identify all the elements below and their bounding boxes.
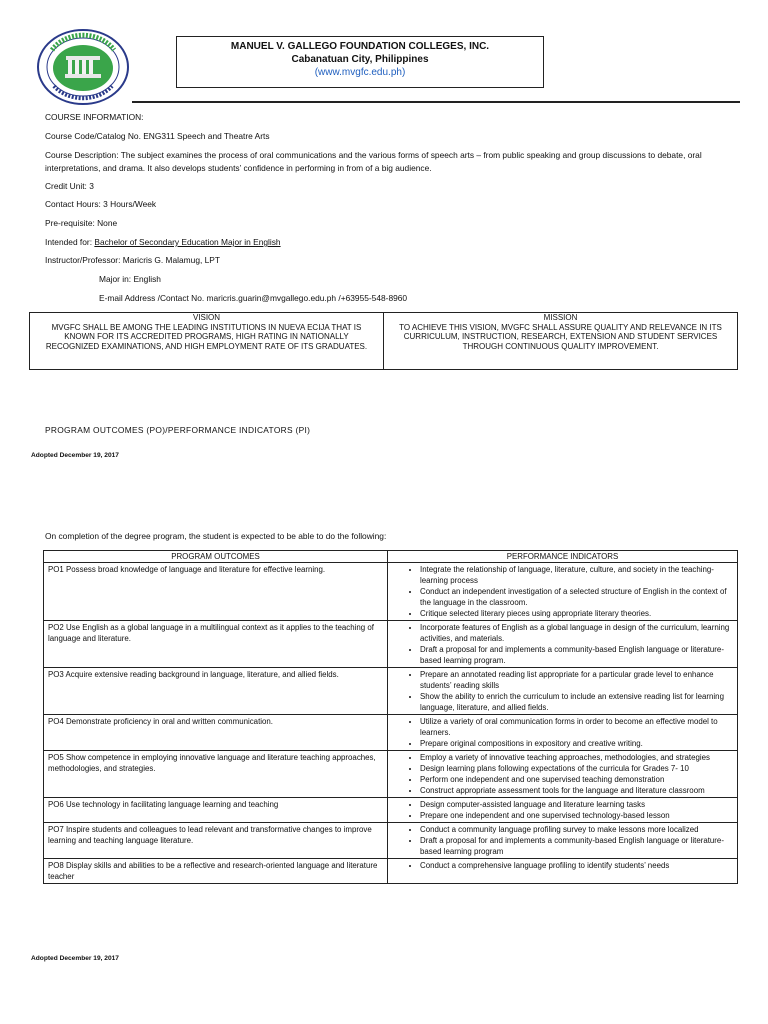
course-description: Course Description: The subject examines the process of oral communications and the various forms of speech arts – from public speaking and group discussions to debate, oral interpretations, and drama. It also develops students’ confidence in performing in from of a big audience.	[45, 150, 702, 173]
indicator-item: • Prepare one independent and one supervised technology-based lesson	[420, 810, 733, 821]
credit-unit: Credit Unit: 3	[45, 181, 94, 191]
indicator-item: • Employ a variety of innovative teaching approaches, methodologies, and strategies	[420, 752, 733, 763]
program-intro: On completion of the degree program, the student is expected to be able to do the following:	[45, 531, 387, 541]
performance-indicators	[388, 715, 738, 751]
program-outcomes-table	[43, 550, 738, 884]
email-contact: E-mail Address /Contact No. maricris.guarin@mvgallego.edu.ph /+63955-548-8960	[99, 293, 408, 303]
intended-for	[45, 237, 735, 248]
table-row	[44, 798, 738, 823]
table-row	[44, 563, 738, 621]
indicator-item: • Design computer-assisted language and literature learning tasks	[420, 799, 733, 810]
adopted-date: Adopted December 19, 2017	[31, 452, 119, 459]
performance-indicators	[388, 621, 738, 668]
intended-label: Intended for:	[45, 237, 95, 247]
indicator-item: • Construct appropriate assessment tools for the language and literature classroom	[420, 785, 733, 796]
institution-city: Cabanatuan City, Philippines	[291, 54, 429, 65]
table-row	[44, 715, 738, 751]
indicator-item: • Draft a proposal for and implements a community-based English language or literature-based learning program.	[420, 644, 733, 666]
performance-indicators	[388, 859, 738, 884]
col-header-outcomes: PROGRAM OUTCOMES	[44, 551, 388, 563]
vision-mission-table	[29, 312, 738, 370]
contact-hours: Contact Hours: 3 Hours/Week	[45, 199, 157, 209]
college-seal-logo	[36, 28, 130, 106]
indicator-item: • Conduct an independent investigation of a selected structure of English in the context of the language in the classroom.	[420, 586, 733, 608]
institution-header	[176, 36, 544, 88]
indicator-item: • Perform one independent and one supervised teaching demonstration	[420, 774, 733, 785]
course-code: Course Code/Catalog No. ENG311 Speech and Theatre Arts	[45, 131, 270, 141]
mission-title: MISSION	[543, 313, 578, 322]
table-row	[44, 859, 738, 884]
performance-indicators	[388, 668, 738, 715]
program-outcome: PO4 Demonstrate proficiency in oral and written communication.	[44, 715, 388, 751]
program-outcome: PO6 Use technology in facilitating language learning and teaching	[44, 798, 388, 823]
indicator-item: • Incorporate features of English as a global language in design of the curriculum, learning activities, and materials.	[420, 622, 733, 644]
program-outcome: PO3 Acquire extensive reading background in language, literature, and allied fields.	[44, 668, 388, 715]
mission-cell	[383, 313, 737, 369]
instructor: Instructor/Professor: Maricris G. Malamug, LPT	[45, 255, 220, 265]
indicator-item: • Prepare an annotated reading list appropriate for a particular grade level to enhance students’ reading skills	[420, 669, 733, 691]
performance-indicators	[388, 798, 738, 823]
table-row	[44, 751, 738, 798]
indicator-item: • Conduct a community language profiling survey to make lessons more localized	[420, 824, 733, 835]
mission-text: TO ACHIEVE THIS VISION, MVGFC SHALL ASSURE QUALITY AND RELEVANCE IN ITS CURRICULUM, INSTRUCTION, RESEARCH, EXTENSION AND STUDENT SERVICES THROUGH CONTINUOUS QUALITY IMPROVEMENT.	[399, 322, 722, 351]
indicator-item: • Integrate the relationship of language, literature, culture, and society in the teaching-learning process	[420, 564, 733, 586]
vision-text: MVGFC SHALL BE AMONG THE LEADING INSTITUTIONS IN NUEVA ECIJA THAT IS KNOWN FOR ITS ACCREDITED PROGRAMS, HIGH RATING IN NATIONALLY RECOGNIZED EXAMINATIONS, AND HIGH EMPLOYMENT RATE OF ITS GRADUATES.	[45, 322, 368, 351]
adopted-date-footer: Adopted December 19, 2017	[31, 955, 119, 962]
indicator-item: • Design learning plans following expectations of the curricula for Grades 7- 10	[420, 763, 733, 774]
program-outcome: PO7 Inspire students and colleagues to lead relevant and transformative changes to improve learning and teaching language literature.	[44, 823, 388, 859]
table-row	[44, 621, 738, 668]
program-outcomes-heading: PROGRAM OUTCOMES (PO)/PERFORMANCE INDICATORS (PI)	[45, 425, 311, 435]
program-outcome: PO5 Show competence in employing innovative language and literature teaching approaches, methodologies, and strategies.	[44, 751, 388, 798]
performance-indicators	[388, 823, 738, 859]
vision-title: VISION	[192, 313, 221, 322]
prerequisite: Pre-requisite: None	[45, 218, 118, 228]
indicator-item: • Conduct a comprehensive language profiling to identify students’ needs	[420, 860, 733, 871]
indicator-item: • Critique selected literary pieces using appropriate literary theories.	[420, 608, 733, 619]
table-row	[44, 668, 738, 715]
indicator-item: • Show the ability to enrich the curriculum to include an extensive reading list for learning language, literature, and allied fields.	[420, 691, 733, 713]
institution-url[interactable]: (www.mvgfc.edu.ph)	[314, 67, 406, 78]
performance-indicators	[388, 563, 738, 621]
major: Major in: English	[99, 274, 161, 284]
vision-cell	[30, 313, 383, 369]
institution-name: MANUEL V. GALLEGO FOUNDATION COLLEGES, INC.	[230, 41, 490, 52]
indicator-item: • Draft a proposal for and implements a community-based English language or literature-based learning program	[420, 835, 733, 857]
table-row	[44, 823, 738, 859]
program-outcome: PO8 Display skills and abilities to be a reflective and research-oriented language and literature teacher	[44, 859, 388, 884]
program-outcome: PO1 Possess broad knowledge of language and literature for effective learning.	[44, 563, 388, 621]
indicator-item: • Utilize a variety of oral communication forms in order to become an effective model to learners.	[420, 716, 733, 738]
header-divider	[132, 101, 740, 103]
intended-program: Bachelor of Secondary Education Major in English	[94, 237, 281, 247]
program-outcome: PO2 Use English as a global language in a multilingual context as it applies to the teaching of language and literature.	[44, 621, 388, 668]
performance-indicators	[388, 751, 738, 798]
course-info-heading: COURSE INFORMATION:	[45, 112, 144, 122]
indicator-item: • Prepare original compositions in expository and creative writing.	[420, 738, 733, 749]
col-header-indicators: PERFORMANCE INDICATORS	[388, 551, 738, 563]
